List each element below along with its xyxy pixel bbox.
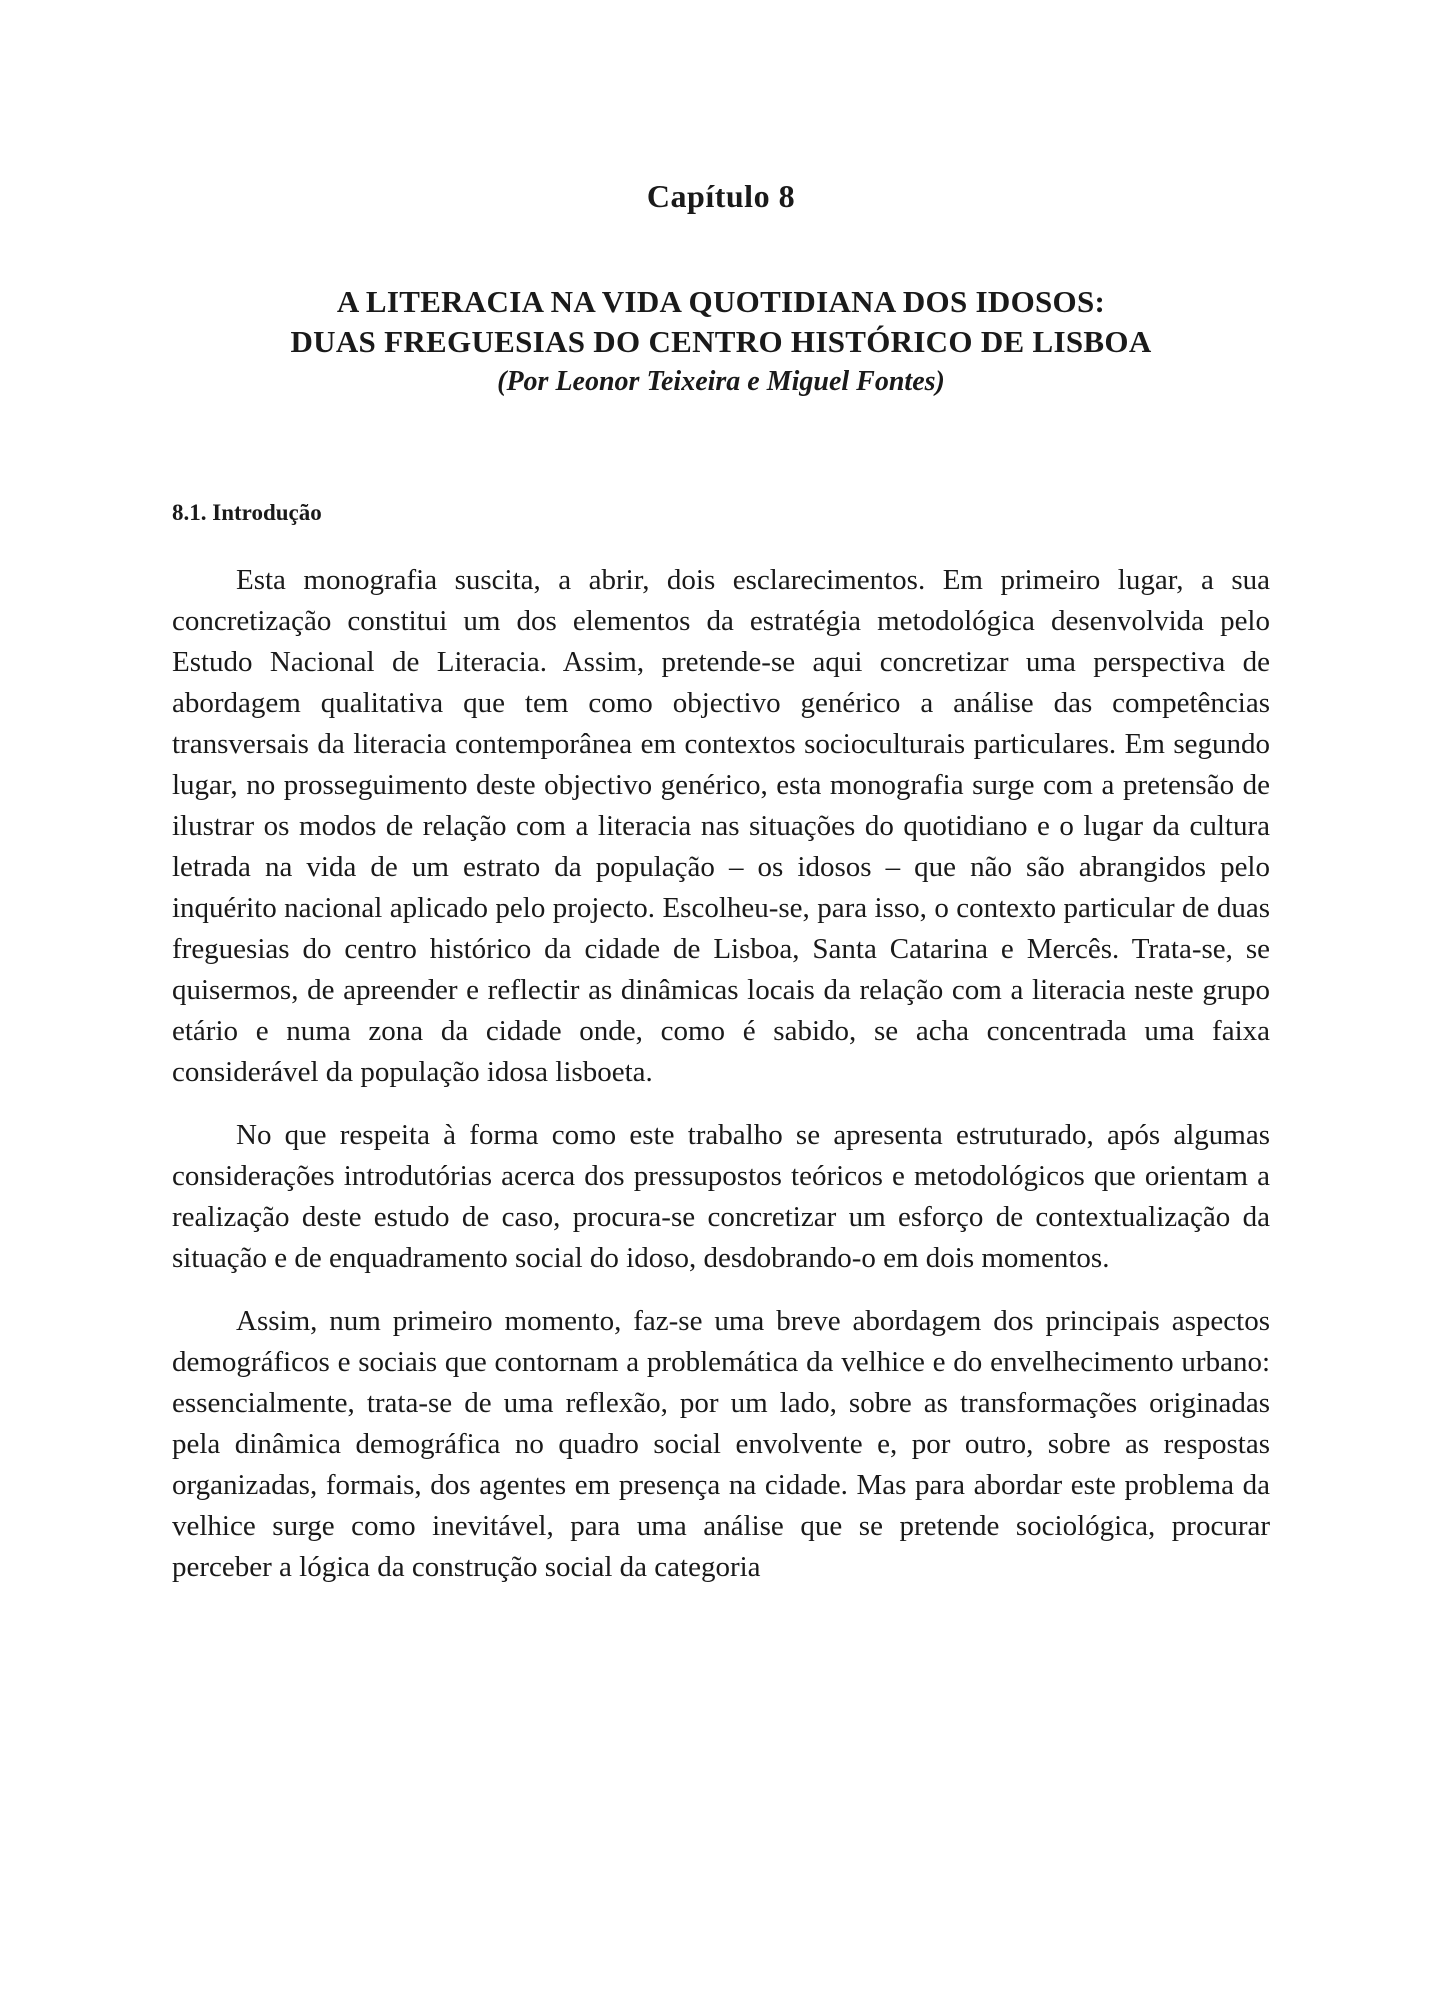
chapter-title-line-1: A LITERACIA NA VIDA QUOTIDIANA DOS IDOSOS:: [336, 284, 1106, 319]
chapter-title-line-2: DUAS FREGUESIAS DO CENTRO HISTÓRICO DE LISBOA: [290, 324, 1152, 359]
body-text: [172, 560, 1270, 1610]
paragraph: Esta monografia suscita, a abrir, dois esclarecimentos. Em primeiro lugar, a sua concretização constitui um dos elementos da estratégia metodológica desenvolvida pelo Estudo Nacional de Literacia. Assim, pretende-se aqui concretizar uma perspectiva de abordagem qualitativa que tem como objectivo genérico a análise das competências transversais da literacia contemporânea em contextos socioculturais particulares. Em segundo lugar, no prosseguimento deste objectivo genérico, esta monografia surge com a pretensão de ilustrar os modos de relação com a literacia nas situações do quotidiano e o lugar da cultura letrada na vida de um estrato da população – os idosos – que não são abrangidos pelo inquérito nacional aplicado pelo projecto. Escolheu-se, para isso, o contexto particular de duas freguesias do centro histórico da cidade de Lisboa, Santa Catarina e Mercês. Trata-se, se quisermos, de apreender e reflectir as dinâmicas locais da relação com a literacia neste grupo etário e numa zona da cidade onde, como é sabido, se acha concentrada uma faixa considerável da população idosa lisboeta.: [172, 564, 1270, 1088]
paragraph: Assim, num primeiro momento, faz-se uma breve abordagem dos principais aspectos demográficos e sociais que contornam a problemática da velhice e do envelhecimento urbano: essencialmente, trata-se de uma reflexão, por um lado, sobre as transformações originadas pela dinâmica demográfica no quadro social envolvente e, por outro, sobre as respostas organizadas, formais, dos agentes em presença na cidade. Mas para abordar este problema da velhice surge como inevitável, para uma análise que se pretende sociológica, procurar perceber a lógica da construção social da categoria: [172, 1305, 1270, 1583]
chapter-label: Capítulo 8: [646, 178, 796, 214]
paragraph: No que respeita à forma como este trabalho se apresenta estruturado, após algumas considerações introdutórias acerca dos pressupostos teóricos e metodológicos que orientam a realização deste estudo de caso, procura-se concretizar um esforço de contextualização da situação e de enquadramento social do idoso, desdobrando-o em dois momentos.: [172, 1119, 1270, 1274]
chapter-byline: (Por Leonor Teixeira e Miguel Fontes): [497, 366, 945, 397]
section-heading: 8.1. Introdução: [172, 500, 322, 525]
